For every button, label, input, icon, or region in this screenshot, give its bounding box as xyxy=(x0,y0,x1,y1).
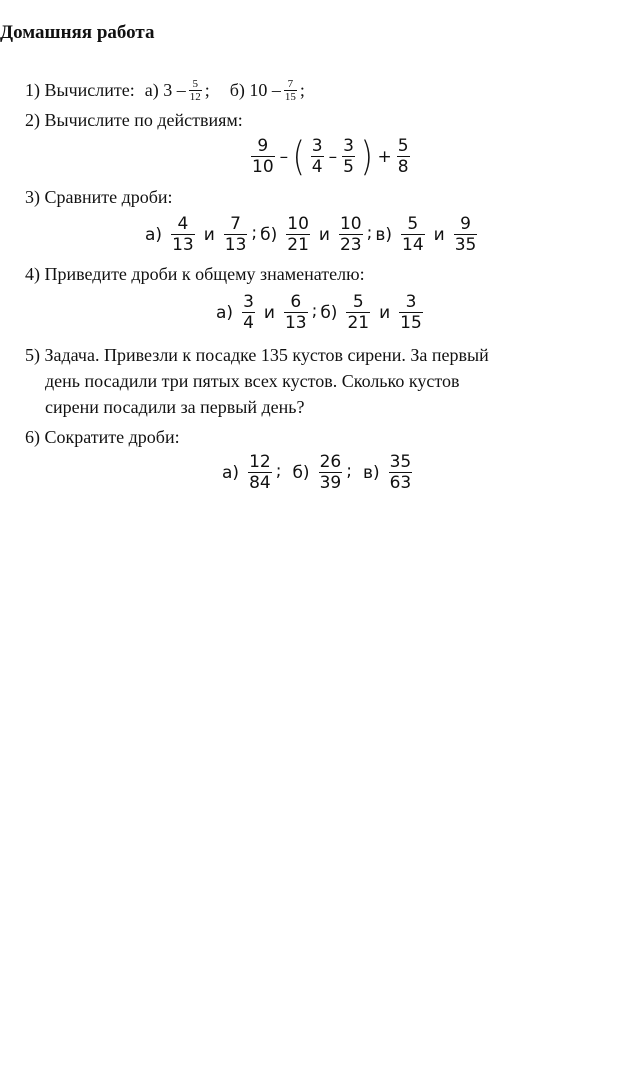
fraction: $\frac{5}{14}$ xyxy=(402,214,424,255)
fraction: $\frac{5}{21}$ xyxy=(347,292,370,333)
fraction: $\frac{3}{4}$ xyxy=(311,136,323,177)
task-6-label: 6) Сократите дроби: xyxy=(25,427,180,447)
fraction: $\frac{5}{8}$ xyxy=(397,136,409,177)
fraction: $\frac{10}{21}$ xyxy=(287,214,309,255)
task-1: 1) Вычислите: а) 3 – $\frac{5}{12}$ ; б) 10 – $\frac{7}{15}$ ; xyxy=(25,78,305,103)
task-2-expression: $\frac{9}{10}$ – ( $\frac{3}{4}$ – $\frac{3}{5}$ ) + $\frac{5}{8}$ xyxy=(252,133,409,180)
fraction: $\frac{9}{10}$ xyxy=(252,136,274,177)
fraction: $\frac{12}{84}$ xyxy=(249,452,271,493)
task-1-a-label: а) 3 – xyxy=(144,80,186,100)
fraction: $\frac{6}{13}$ xyxy=(284,292,307,333)
task-3-label: 3) Сравните дроби: xyxy=(25,187,173,207)
task-4-expression: а) $\frac{3}{4}$ и $\frac{6}{13}$ ; б) $\frac{5}{21}$ и $\frac{3}{15}$ xyxy=(216,292,422,333)
task-2-label: 2) Вычислите по действиям: xyxy=(25,110,243,130)
fraction: $\frac{4}{13}$ xyxy=(172,214,194,255)
page-title: Домашняя работа xyxy=(0,22,155,43)
task-1-b-label: б) 10 – xyxy=(229,80,281,100)
fraction: $\frac{10}{23}$ xyxy=(339,214,362,255)
task-1-label: 1) Вычислите: xyxy=(25,80,135,100)
fraction: $\frac{35}{63}$ xyxy=(389,452,412,493)
fraction: $\frac{3}{5}$ xyxy=(343,136,354,177)
fraction: $\frac{7}{15}$ xyxy=(284,78,296,103)
task-4-label: 4) Приведите дроби к общему знаменателю: xyxy=(25,264,365,284)
fraction: $\frac{26}{39}$ xyxy=(319,452,342,493)
fraction: $\frac{7}{13}$ xyxy=(224,214,247,255)
task-6-expression: а) $\frac{12}{84}$ ; б) $\frac{26}{39}$ ; в) $\frac{35}{63}$ xyxy=(222,452,412,493)
fraction: $\frac{5}{12}$ xyxy=(189,78,201,103)
fraction: $\frac{9}{35}$ xyxy=(454,214,477,255)
task-3-expression: а) $\frac{4}{13}$ и $\frac{7}{13}$ ; б) $\frac{10}{21}$ и $\frac{10}{23}$ ; в) $\frac{5}{14}$ и $\frac{9}{35}$ xyxy=(145,214,477,255)
fraction: $\frac{3}{4}$ xyxy=(243,292,254,333)
task-5-problem: 5) Задача. Привезли к посадке 135 кустов сирени. За первый день посадили три пятых всех кустов. Сколько кустов сирени посадили за первый день? xyxy=(25,345,489,417)
fraction: $\frac{3}{15}$ xyxy=(400,292,422,333)
